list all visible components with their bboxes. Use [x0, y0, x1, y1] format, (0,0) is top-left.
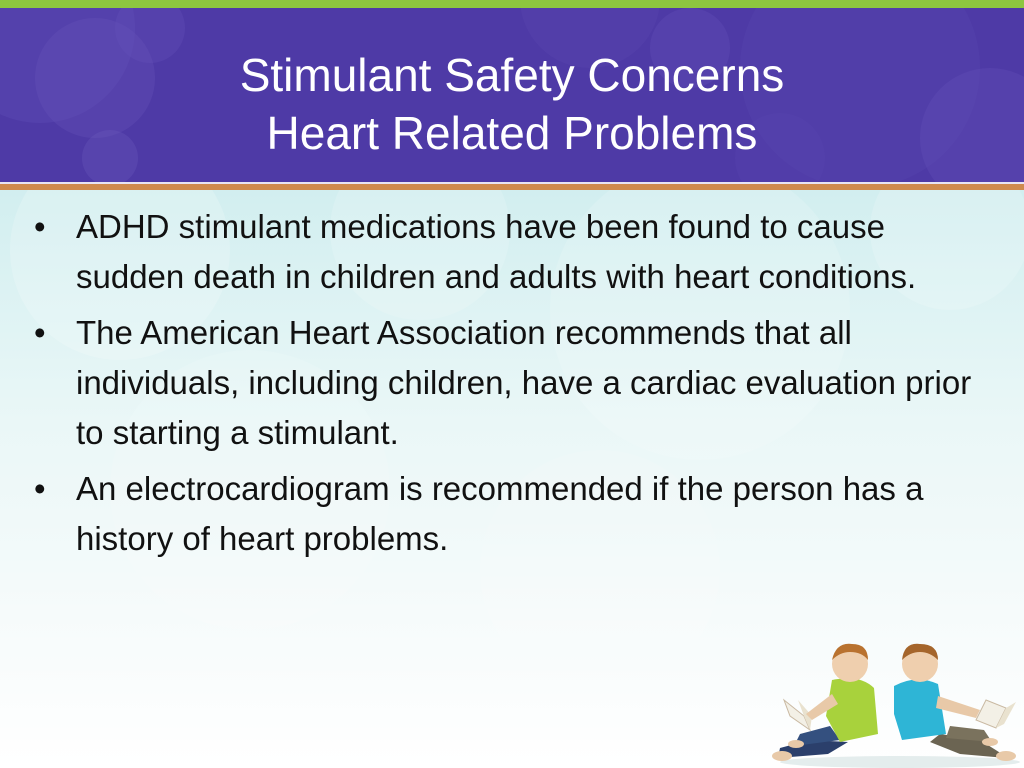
- title-banner: [0, 8, 1024, 182]
- two-kids-reading-books-icon: [770, 630, 1024, 768]
- bullet-text: The American Heart Association recommends that all individuals, including children, have a cardiac evaluation prior to starting a stimulant.: [76, 314, 972, 451]
- bullet-item: [30, 464, 990, 564]
- bullet-marker: •: [34, 314, 46, 351]
- title-line-1: Stimulant Safety Concerns: [239, 49, 785, 101]
- bullet-item: [30, 202, 990, 302]
- bullet-marker: •: [34, 208, 46, 245]
- title-line-2: Heart Related Problems: [266, 107, 758, 159]
- bullet-text: An electrocardiogram is recommended if the person has a history of heart problems.: [76, 470, 924, 557]
- top-accent-stripe: [0, 0, 1024, 8]
- bullet-text: ADHD stimulant medications have been found to cause sudden death in children and adults with heart conditions.: [76, 208, 917, 295]
- bullet-list: [30, 202, 990, 570]
- bullet-item: [30, 308, 990, 458]
- bullet-marker: •: [34, 470, 46, 507]
- slide-title: [0, 46, 1024, 162]
